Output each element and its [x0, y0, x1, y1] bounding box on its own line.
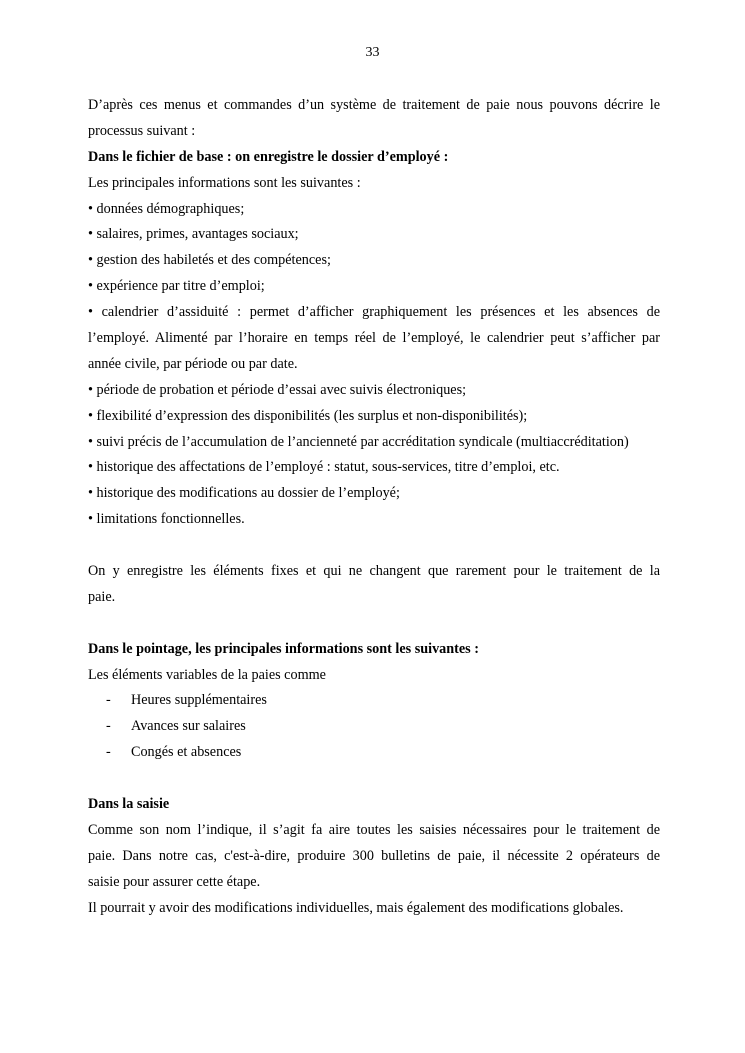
paragraph-line: Comme son nom l’indique, il s’agit fa aire toutes les saisies nécessaires pour le traitement de: [88, 821, 660, 838]
paragraph-line: Les éléments variables de la paies comme: [88, 666, 326, 683]
bullet-item: • salaires, primes, avantages sociaux;: [88, 226, 299, 243]
dash-item-text: Congés et absences: [131, 744, 242, 761]
spacer: [88, 766, 660, 792]
dash-list-item: [88, 740, 660, 766]
paragraph-line: processus suivant :: [88, 122, 196, 139]
section-heading: Dans le pointage, les principales informations sont les suivantes :: [88, 640, 479, 657]
bullet-item: • calendrier d’assiduité : permet d’afficher graphiquement les présences et les absences de: [88, 304, 660, 321]
bullet-item: • historique des affectations de l’employé : statut, sous-services, titre d’emploi, etc.: [88, 459, 560, 476]
paragraph-line: année civile, par période ou par date.: [88, 355, 298, 372]
dash-item-text: Heures supplémentaires: [131, 692, 267, 709]
bullet-item: • gestion des habiletés et des compétences;: [88, 252, 331, 269]
bullet-item: • expérience par titre d’emploi;: [88, 278, 265, 295]
bullet-item: • données démographiques;: [88, 200, 245, 217]
bullet-item: • suivi précis de l’accumulation de l’ancienneté par accréditation syndicale (multiaccréditation): [88, 433, 629, 450]
section-heading: Dans la saisie: [88, 796, 170, 813]
dash-list-item: [88, 688, 660, 714]
paragraph-line: On y enregistre les éléments fixes et qui ne changent que rarement pour le traitement de la: [88, 563, 660, 580]
page-number: 33: [365, 45, 380, 60]
dash-marker: -: [106, 692, 111, 709]
section-heading: Dans le fichier de base : on enregistre le dossier d’employé :: [88, 148, 449, 165]
paragraph-line: Il pourrait y avoir des modifications individuelles, mais également des modifications globales.: [88, 899, 624, 916]
paragraph-line: paie.: [88, 588, 116, 605]
paragraph-line: l’employé. Alimenté par l’horaire en temps réel de l’employé, le calendrier peut s’afficher par: [88, 330, 660, 347]
document-body: [88, 93, 660, 922]
dash-marker: -: [106, 744, 111, 761]
spacer: [88, 611, 660, 637]
paragraph-line: saisie pour assurer cette étape.: [88, 873, 261, 890]
paragraph-line: D’après ces menus et commandes d’un système de traitement de paie nous pouvons décrire le: [88, 97, 660, 113]
bullet-item: • limitations fonctionnelles.: [88, 511, 245, 528]
dash-marker: -: [106, 718, 111, 735]
paragraph-line: Les principales informations sont les suivantes :: [88, 174, 361, 191]
bullet-item: • flexibilité d’expression des disponibilités (les surplus et non-disponibilités);: [88, 407, 528, 424]
spacer: [88, 533, 660, 559]
bullet-item: • période de probation et période d’essai avec suivis électroniques;: [88, 381, 467, 398]
paragraph-line: paie. Dans notre cas, c'est-à-dire, produire 300 bulletins de paie, il nécessite 2 opérateurs de: [88, 847, 660, 864]
bullet-item: • historique des modifications au dossier de l’employé;: [88, 485, 400, 502]
dash-list-item: [88, 714, 660, 740]
dash-item-text: Avances sur salaires: [131, 718, 246, 735]
